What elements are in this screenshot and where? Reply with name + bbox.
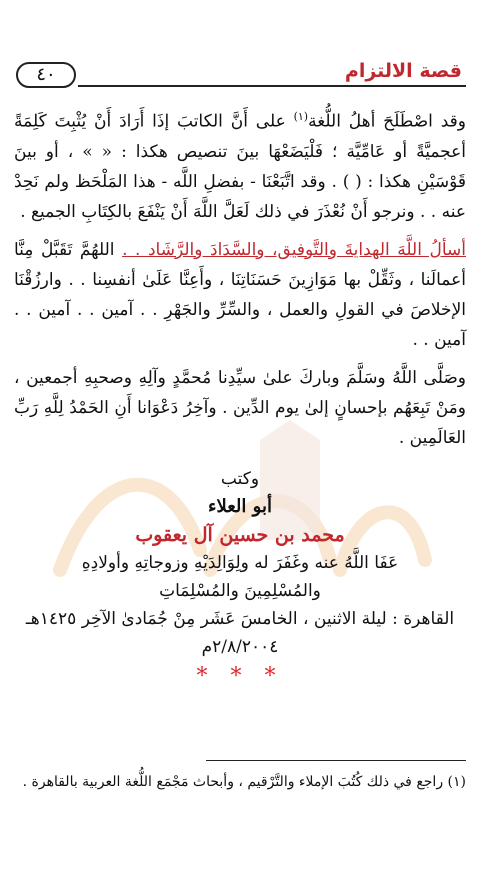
paragraph-intro <box>14 102 466 227</box>
paragraph-closing: وصَلَّى اللَّهُ وسَلَّمَ وباركَ علىٰ سيِّدِنا مُحمَّدٍ وآلِهِ وصحبِهِ أجمعين ، ومَنْ تَبِعَهُم بإحسانٍ إلىٰ يوم الدِّين . وآخِرُ دَعْوَانا أَنِ الحَمْدُ لِلَّهِ رَبِّ العَالَمِين . <box>14 367 466 448</box>
page-body <box>14 102 466 691</box>
footnote-rule <box>206 760 466 761</box>
highlight-supplication: أسألُ اللَّهَ الهدايةَ والتَّوفيق، والسَّدَادَ والرَّشَاد . . <box>122 239 466 260</box>
header-rule <box>78 85 466 87</box>
footnote-marker: (١) <box>293 110 309 123</box>
signature-wrote: وكتب <box>220 468 260 489</box>
signature-prayer-1: عَفَا اللَّهُ عنه وغَفَرَ له ولِوَالِدَيْهِ وزوجاتِهِ وأولادِهِ <box>81 552 399 573</box>
signature-greg-date: ٢/٨/٢٠٠٤م <box>201 636 279 657</box>
footnote: (١) راجع في ذلك كُتُبَ الإملاء والتَّرْقيم ، وأبحاث مَجْمَع اللُّغة العربية بالقاهرة . <box>22 774 466 790</box>
text-run: على أَنَّ الكاتبَ إذَا أَرَادَ أَنْ يُثْبِتَ كَلِمَةً أعجميَّةً أو عَامِّيَّة ؛ فَلْيَضَعْهَا بينَ تنصيص هكذا : « » ، أو بينَ قَوْسَيْنِ هكذا : ( ) . وقد اتَّبَعْنَا - بفضلِ اللَّه - هذا المَلْحَظ ولم نَحِدْ عنه . . ونرجو أَنْ نُعْذَرَ في ذلك لَعَلَّ اللَّهَ أَنْ يَنْفَعَ بالكِتَابِ الجميع . <box>14 111 466 222</box>
signature-prayer-2: والمُسْلِمِينَ والمُسْلِمَاتِ <box>159 580 321 601</box>
text-run: اللهُمَّ تَقَبَّلْ مِنَّا أعمالَنا ، وثَقِّلْ بها مَوَازِينَ حَسَنَاتِنَا ، وأَعِنَّا عَلَىٰ أنفسِنا . . وارزُقْنَا الإخلاصَ في القولِ والعمل ، والسِّرِّ والجَهْرِ . . آمين . . آمين . . آمين . . <box>14 239 466 350</box>
page-header <box>14 62 466 90</box>
signature-place-date: القاهرة : ليلة الاثنين ، الخامسَ عَشَر مِنْ جُمَادىٰ الآخِر ١٤٢٥هـ <box>25 608 455 629</box>
running-title: قصة الالتزام <box>344 60 462 82</box>
paragraph-prayer <box>14 235 466 355</box>
signature-block <box>14 465 466 691</box>
section-stars: * * * <box>196 663 284 689</box>
signature-kunya: أبو العلاء <box>208 495 272 517</box>
text-run: وقد اصْطَلَحَ أهلُ اللُّغة <box>308 111 466 132</box>
page-number: ٤٠ <box>16 62 76 88</box>
signature-fullname: محمد بن حسين آل يعقوب <box>135 523 345 546</box>
